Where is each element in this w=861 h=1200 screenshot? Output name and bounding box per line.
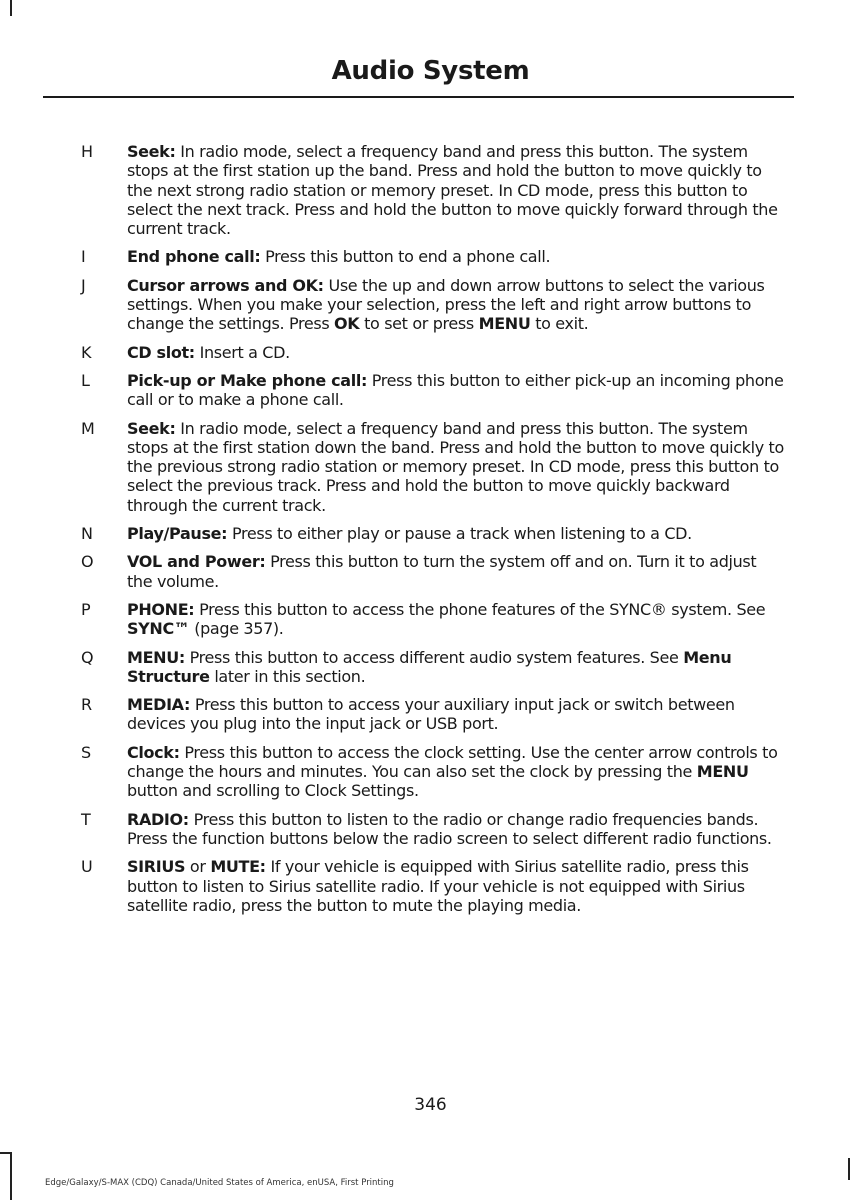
item-letter: N [81,524,93,544]
list-item [0,552,861,591]
item-term: CD slot: [127,342,195,362]
item-bold-ref: MENU [696,762,749,782]
item-term: Pick-up or Make phone call: [127,370,368,390]
item-bold-ref: OK [334,314,360,334]
item-text [127,552,785,591]
list-item [0,524,861,543]
item-desc: Press to either play or pause a track when listening to a CD. [227,524,692,544]
item-text [127,371,785,410]
item-desc: In radio mode, select a frequency band and press this button. The system stops at the first station up the band. Press and hold the button to move quickly to the next strong radio station or memory preset. In CD mode, press this button to select the next track. Press and hold the button to move quickly forward through the current track. [127,142,778,239]
item-desc: Press this button to access your auxiliary input jack or switch between devices you plug into the input jack or USB port. [127,695,735,734]
item-text [127,343,785,362]
item-text [127,695,785,734]
item-letter: K [81,342,92,362]
item-letter: T [81,809,91,829]
item-term: MENU: [127,647,185,667]
list-item [0,419,861,515]
item-letter: S [81,742,92,762]
list-item [0,600,861,639]
item-text [127,743,785,801]
item-term: PHONE: [127,599,195,619]
item-bold-ref: SYNC™ [127,619,190,639]
item-bold-ref: MENU [478,314,531,334]
item-term: End phone call: [127,247,261,267]
item-text [127,142,785,238]
item-letter: M [81,418,95,438]
list-item [0,743,861,801]
list-item [0,343,861,362]
crop-mark-top-left [10,0,12,16]
list-item [0,247,861,266]
item-text [127,648,785,687]
page-number: 346 [414,1095,447,1115]
item-desc: Use the up and down arrow buttons to select the various settings. When you make your selection, press the left and right arrow buttons to change the settings. Press [127,275,765,334]
item-desc: Insert a CD. [194,342,290,362]
item-letter: L [81,370,90,390]
item-text [127,247,785,266]
item-desc: Press this button to access the phone features of the SYNC® system. See [194,599,766,619]
item-term: SIRIUS [127,857,186,877]
item-text [127,419,785,515]
list-item [0,142,861,238]
item-text [127,857,785,915]
item-desc: Press this button to end a phone call. [260,247,551,267]
item-desc-end: later in this section. [209,666,366,686]
item-letter: J [81,275,86,295]
page-title: Audio System [331,56,530,86]
item-letter: U [81,857,93,877]
item-desc: Press this button to access the clock setting. Use the center arrow controls to change the hours and minutes. You can also set the clock by pressing the [127,742,778,782]
list-item [0,276,861,334]
item-term: VOL and Power: [127,552,266,572]
item-desc: Press this button to turn the system off and on. Turn it to adjust the volume. [127,552,757,591]
item-letter: P [81,599,91,619]
item-text [127,810,785,849]
item-term: MEDIA: [127,695,191,715]
crop-mark-bottom-right [848,1158,850,1180]
list-item [0,648,861,687]
item-letter: I [81,247,86,267]
crop-mark-bottom-left-horizontal [0,1152,11,1154]
item-desc-end: to exit. [530,314,589,334]
item-bold-ref: Menu Structure [127,647,732,686]
item-term: Clock: [127,742,180,762]
item-term: Play/Pause: [127,524,228,544]
item-desc: or [185,857,211,877]
item-letter: R [81,695,93,715]
item-desc: Press this button to access different audio system features. See [184,647,684,667]
item-desc-mid: to set or press [359,314,479,334]
item-text [127,600,785,639]
title-rule [43,96,794,98]
list-item [0,371,861,410]
crop-mark-bottom-left [10,1152,12,1200]
item-desc-end: If your vehicle is equipped with Sirius satellite radio, press this button to listen to Sirius satellite radio. If your vehicle is not equipped with Sirius satellite radio, press the button to mute the playing media. [127,857,749,915]
item-term: RADIO: [127,809,189,829]
item-desc-end: button and scrolling to Clock Settings. [127,781,419,801]
legend-list [0,142,861,924]
item-term: Seek: [127,142,176,161]
item-text [127,524,785,543]
item-letter: Q [81,647,94,667]
item-text [127,276,785,334]
item-desc-end: (page 357). [189,619,284,639]
item-term: Seek: [127,418,176,438]
item-bold-ref: MUTE: [210,857,266,877]
list-item [0,810,861,849]
item-letter: O [81,552,94,572]
list-item [0,857,861,915]
print-footer: Edge/Galaxy/S-MAX (CDQ) Canada/United States of America, enUSA, First Printing [45,1178,394,1188]
item-desc: Press this button to listen to the radio or change radio frequencies bands. Press the function buttons below the radio screen to select different radio functions. [127,809,772,848]
item-letter: H [81,142,94,161]
item-term: Cursor arrows and OK: [127,275,324,295]
list-item [0,695,861,734]
item-desc: Press this button to either pick-up an incoming phone call or to make a phone call. [127,370,784,410]
item-desc: In radio mode, select a frequency band and press this button. The system stops at the first station down the band. Press and hold the button to move quickly to the previous strong radio station or memory preset. In CD mode, press this button to select the previous track. Press and hold the button to move quickly backward through the current track. [127,418,784,515]
